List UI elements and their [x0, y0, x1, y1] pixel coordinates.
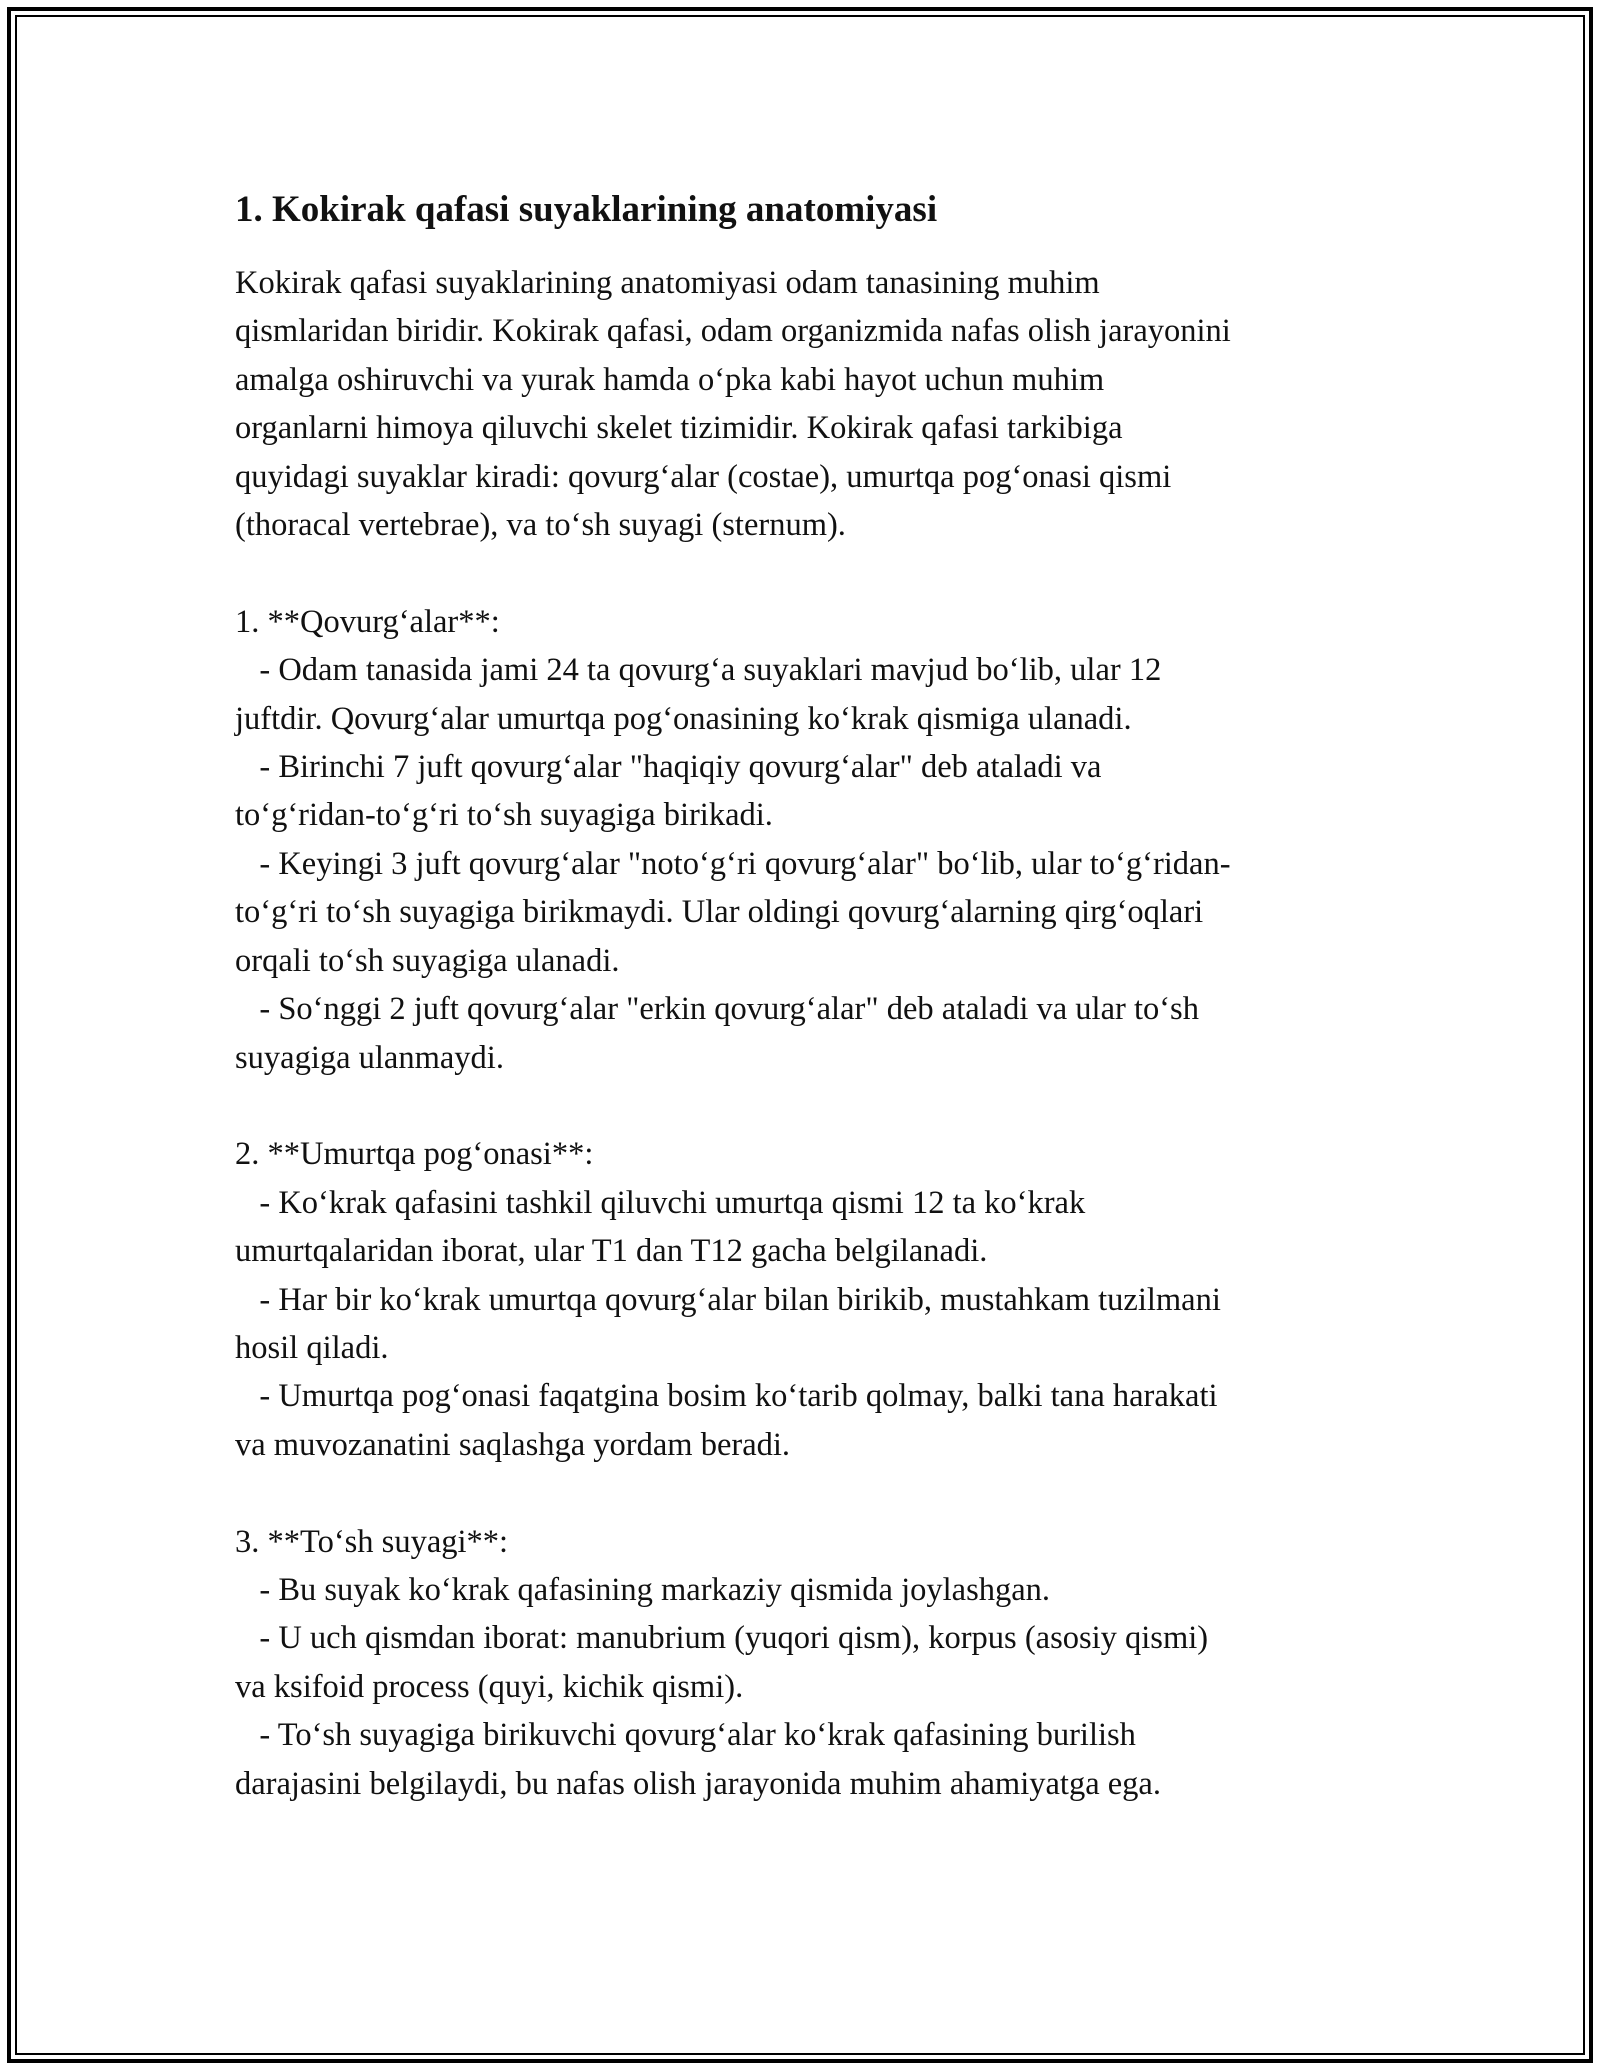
document-body: Kokirak qafasi suyaklarining anatomiyasi odam tanasining muhim qismlaridan biridir. Kokirak qafasi, odam organizmida nafas olish jarayonini amalga oshiruvchi va yurak hamda o‘pka kabi hayot uchun muhim organlarni himoya qiluvchi skelet tizimidir. Kokirak qafasi tarkibiga quyidagi suyaklar kiradi: qovurg‘alar (costae), umurtqa pog‘onasi qismi (thoracal vertebrae), va to‘sh suyagi (sternum). 1. **Qovurg‘alar**: - Odam tanasida jami 24 ta qovurg‘a suyaklari mavjud bo‘lib, ular 12 juftdir. Qovurg‘alar umurtqa pog‘onasining ko‘krak qismiga ulanadi. - Birinchi 7 juft qovurg‘alar "haqiqiy qovurg‘alar" deb ataladi va to‘g‘ridan-to‘g‘ri to‘sh suyagiga birikadi. - Keyingi 3 juft qovurg‘alar "noto‘g‘ri qovurg‘alar" bo‘lib, ular to‘g‘ridan- to‘g‘ri to‘sh suyagiga birikmaydi. Ular oldingi qovurg‘alarning qirg‘oqlari orqali to‘sh suyagiga ulanadi. - So‘nggi 2 juft qovurg‘alar "erkin qovurg‘alar" deb ataladi va ular to‘sh suyagiga ulanmaydi. 2. **Umurtqa pog‘onasi**: - Ko‘krak qafasini tashkil qiluvchi umurtqa qismi 12 ta ko‘krak umurtqalaridan iborat, ular T1 dan T12 gacha belgilanadi. - Har bir ko‘krak umurtqa qovurg‘alar bilan birikib, mustahkam tuzilmani hosil qiladi. - Umurtqa pog‘onasi faqatgina bosim ko‘tarib qolmay, balki tana harakati va muvozanatini saqlashga yordam beradi. 3. **To‘sh suyagi**: - Bu suyak ko‘krak qafasining markaziy qismida joylashgan. - U uch qismdan iborat: manubrium (yuqori qism), korpus (asosiy qismi) va ksifoid process (quyi, kichik qismi). - To‘sh suyagiga birikuvchi qovurg‘alar ko‘krak qafasining burilish darajasini belgilaydi, bu nafas olish jarayonida muhim ahamiyatga ega.	[235, 265, 1231, 1802]
document-content	[235, 186, 1370, 1808]
document-title: 1. Kokirak qafasi suyaklarining anatomiyasi	[235, 189, 938, 230]
